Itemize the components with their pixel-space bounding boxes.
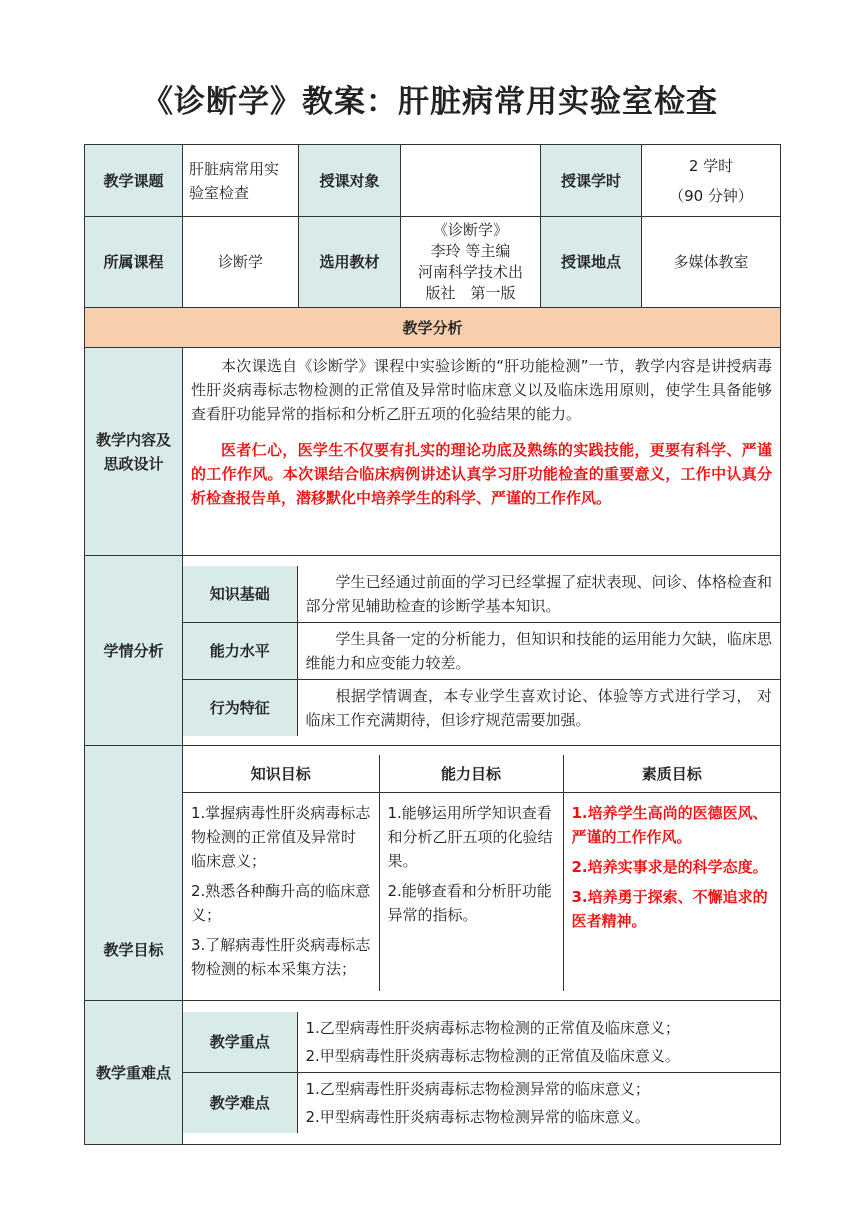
learner-row-text: 学生已经通过前面的学习已经掌握了症状表现、问诊、体格检查和部分常见辅助检查的诊断学基本知识。 [297,566,780,623]
focus-label: 教学重点 [183,1012,297,1073]
ability-goals [379,793,563,992]
focus-item: 2.甲型病毒性肝炎病毒标志物检测的正常值及临床意义。 [305,1047,680,1065]
textbook-line: 河南科学技术出 [417,263,523,281]
difficulty-item: 1.乙型病毒性肝炎病毒标志物检测异常的临床意义； [305,1080,650,1098]
learner-row-text: 学生具备一定的分析能力，但知识和技能的运用能力欠缺，临床思维能力和应变能力较差。 [297,622,780,679]
place-value: 多媒体教室 [642,217,781,308]
audience-value [401,145,541,217]
goal-header-quality: 素质目标 [563,755,780,793]
hours-line1: 2 学时 [688,156,734,175]
learners-table [183,566,780,736]
learner-row-label: 能力水平 [183,622,297,679]
quality-goal-item: 2.培养实事求是的科学态度。 [571,858,768,877]
topic-value: 肝脏病常用实验室检查 [183,145,299,217]
learner-row-label: 行为特征 [183,679,297,736]
ability-goal-item: 2.能够查看和分析肝功能异常的指标。 [387,882,552,925]
keypoints-label: 教学重难点 [85,1001,183,1145]
goals-label: 教学目标 [85,746,183,1001]
textbook-line: 版社 第一版 [425,284,516,302]
knowledge-goal-item: 1.掌握病毒性肝炎病毒标志物检测的正常值及异常时临床意义； [191,804,371,871]
difficulty-label: 教学难点 [183,1073,297,1134]
ability-goal-item: 1.能够运用所学知识查看和分析乙肝五项的化验结果。 [387,804,553,871]
knowledge-goal-item: 2.熟悉各种酶升高的临床意义； [191,882,371,925]
content-label-line: 思政设计 [103,454,164,473]
content-label-line: 教学内容及 [95,430,171,449]
textbook-line: 李玲 等主编 [430,242,511,260]
place-label: 授课地点 [541,217,642,308]
quality-goal-item: 1.培养学生高尚的医德医风、严谨的工作作风。 [571,804,768,847]
focus-list [297,1012,780,1073]
learners-cell [183,556,781,746]
goals-table [183,755,780,992]
focus-item: 1.乙型病毒性肝炎病毒标志物检测的正常值及临床意义； [305,1019,680,1037]
textbook-label: 选用教材 [299,217,401,308]
learner-row-text: 根据学情调查，本专业学生喜欢讨论、体验等方式进行学习， 对临床工作充满期待，但诊疗规范需要加强。 [297,679,780,736]
content-label [85,348,183,556]
knowledge-goals [183,793,379,992]
goals-cell [183,746,781,1001]
difficulty-list [297,1073,780,1134]
textbook-line: 《诊断学》 [432,221,508,239]
audience-label: 授课对象 [299,145,401,217]
hours-value [642,145,781,217]
topic-label: 教学课题 [85,145,183,217]
content-cell [183,348,781,556]
learners-label: 学情分析 [85,556,183,746]
quality-goal-item: 3.培养勇于探索、不懈追求的医者精神。 [571,888,768,931]
keypoints-table [183,1012,780,1133]
course-value: 诊断学 [183,217,299,308]
knowledge-goal-item: 3.了解病毒性肝炎病毒标志物检测的标本采集方法； [191,936,371,979]
quality-goals [563,793,780,992]
course-label: 所属课程 [85,217,183,308]
goal-header-ability: 能力目标 [379,755,563,793]
lesson-plan-table [84,144,781,1145]
hours-label: 授课学时 [541,145,642,217]
keypoints-cell [183,1001,781,1145]
document-title: 《诊断学》教案：肝脏病常用实验室检查 [142,84,718,120]
ideology-paragraph: 医者仁心，医学生不仅要有扎实的理论功底及熟练的实践技能，更要有科学、严谨的工作作风。本次课结合临床病例讲述认真学习肝功能检查的重要意义，工作中认真分析检查报告单，潜移默化中培养学生的科学、严谨的工作作风。 [191,441,772,507]
content-paragraph: 本次课选自《诊断学》课程中实验诊断的“肝功能检测”一节，教学内容是讲授病毒性肝炎病毒标志物检测的正常值及异常时临床意义以及临床选用原则，使学生具备能够查看肝功能异常的指标和分析乙肝五项的化验结果的能力。 [191,357,772,423]
textbook-value [401,217,541,308]
hours-line2: （90 分钟） [669,186,753,205]
goal-header-knowledge: 知识目标 [250,764,311,783]
learner-row-label: 知识基础 [183,566,297,623]
analysis-section-header: 教学分析 [85,308,781,348]
difficulty-item: 2.甲型病毒性肝炎病毒标志物检测异常的临床意义。 [305,1108,650,1126]
